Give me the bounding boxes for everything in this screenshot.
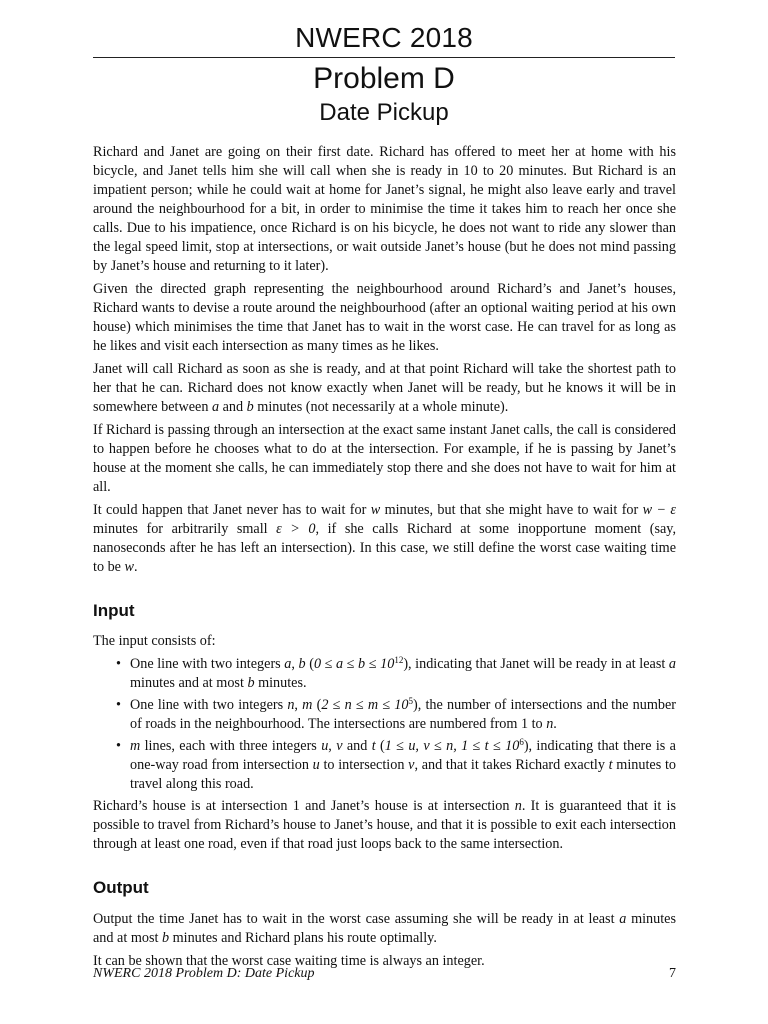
page-footer — [93, 966, 676, 982]
footer-title: NWERC 2018 Problem D: Date Pickup — [93, 966, 315, 981]
statement-paragraph-3: Janet will call Richard as soon as she is ready, and at that point Richard will take the shortest path to her that he can. Richard does not know exactly when Janet will be ready, but he knows it will be in somewhere between a and b minutes (not necessarily at a whole minute). — [93, 361, 676, 415]
output-paragraph-1: Output the time Janet has to wait in the worst case assuming she will be ready in at least a minutes and at most b minutes and Richard plans his route optimally. — [93, 911, 676, 946]
header-rule — [93, 57, 675, 58]
contest-title: NWERC 2018 — [295, 22, 473, 53]
problem-label: Problem D — [313, 62, 455, 95]
input-item-ab: • One line with two integers a, b $(0 \le a \le b \le 10^{12})$, indicating that Janet will be ready in at least a minutes and at most b minutes. — [130, 655, 676, 693]
input-outro: Richard’s house is at intersection 1 and Janet’s house is at intersection n. It is guaranteed that it is possible to travel from Richard’s house to Janet’s house, and that it is possible to exit each intersection through at least one road, even if that road just loops back to the same intersection. — [93, 798, 676, 852]
problem-statement — [93, 143, 676, 975]
input-item-roads: • m lines, each with three integers u, v and t (1 ≤ u, v ≤ n, $1 \le t \le 10^6$), indicating that there is a one-way road from intersection u to intersection v, and that it takes Richard exactly t minutes to travel along this road. — [130, 737, 676, 794]
input-intro: The input consists of: — [93, 633, 216, 649]
input-heading: Input — [93, 601, 135, 620]
problem-title: Date Pickup — [319, 99, 449, 126]
page-number: 7 — [669, 966, 676, 981]
statement-paragraph-4: If Richard is passing through an intersection at the exact same instant Janet calls, the call is considered to happen before he chooses what to do at the intersection. For example, if he is passing by Janet’s house at the moment she calls, he can immediately stop there and she does not have to wait for him at all. — [93, 422, 676, 495]
statement-paragraph-2: Given the directed graph representing the neighbourhood around Richard’s and Janet’s houses, Richard wants to devise a route around the neighbourhood (after an optional waiting period at his own house) which minimises the time that Janet has to wait in the worst case. He can travel for as long as he likes and visit each intersection as many times as he likes. — [93, 281, 676, 354]
output-heading: Output — [93, 878, 149, 897]
input-list — [93, 655, 676, 794]
statement-paragraph-1: Richard and Janet are going on their first date. Richard has offered to meet her at home with his bicycle, and Janet tells him she will call when she is ready in 10 to 20 minutes. But Richard is an impatient person; while he could wait at home for Janet’s signal, he might also leave early and travel around the neighbourhood for a bit, in order to minimise the time it takes him to reach her once she calls. Due to his impatience, once Richard is on his bicycle, he does not want to ride any slower than the legal speed limit, stop at intersections, or wait outside Janet’s house (but he does not mind passing by Janet’s house and returning to it later). — [93, 144, 676, 274]
output-paragraph-2: It can be shown that the worst case waiting time is always an integer. — [93, 953, 485, 969]
statement-paragraph-5: It could happen that Janet never has to wait for w minutes, but that she might have to wait for w − ε minutes for arbitrarily small ε > 0, if she calls Richard at some inopportune moment (say, nanoseconds after he has left an intersection). In this case, we still define the worst case waiting time to be w. — [93, 502, 676, 575]
input-item-nm: • One line with two integers n, m $(2 \le n \le m \le 10^5)$, the number of intersections and the number of roads in the neighbourhood. The intersections are numbered from 1 to n. — [130, 696, 676, 734]
